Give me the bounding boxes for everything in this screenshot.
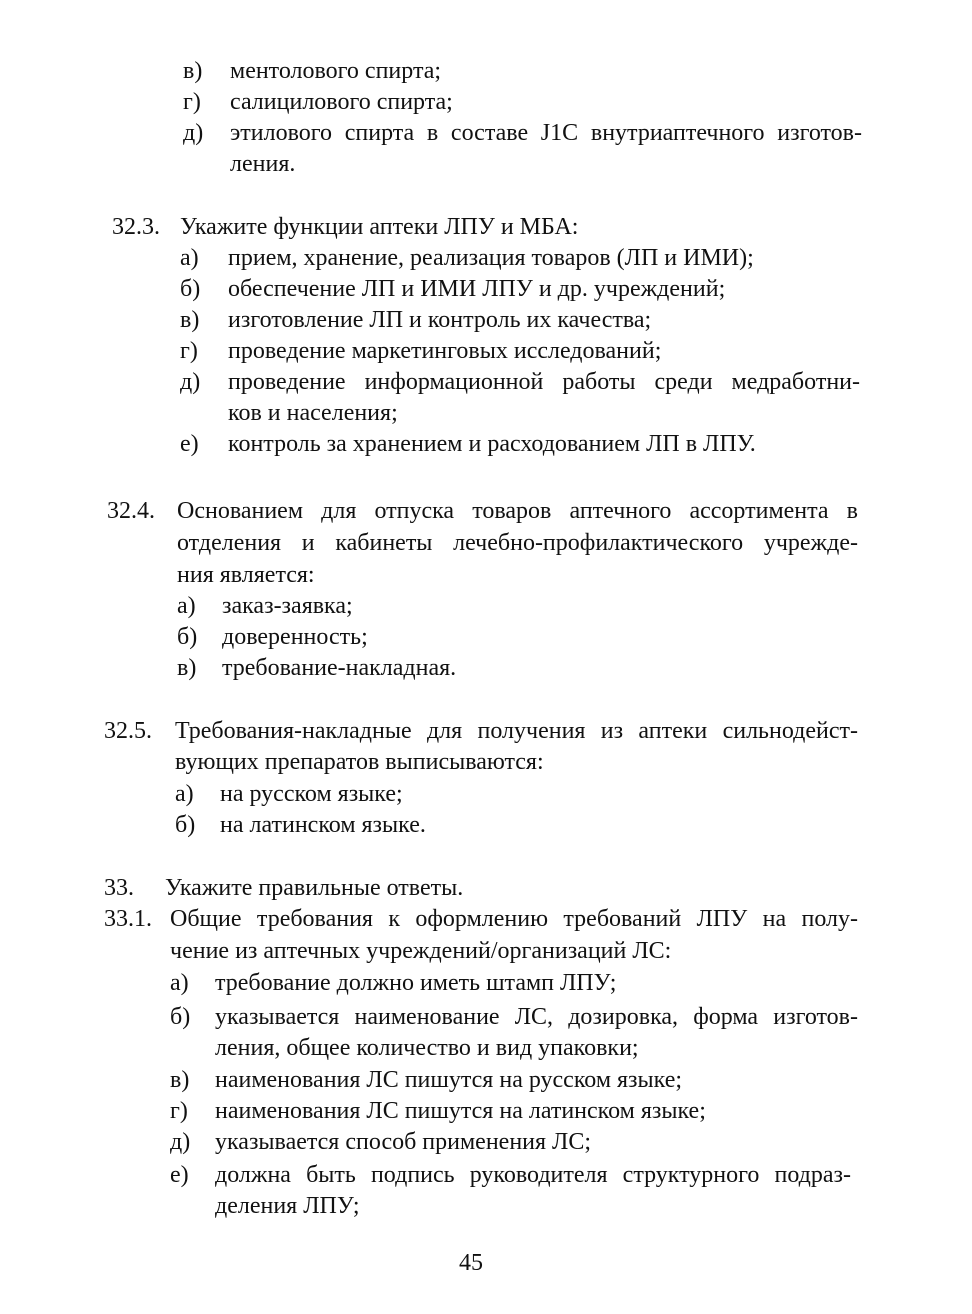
item-text: проведение информационной работы среди медработни- <box>228 369 860 395</box>
question-number: 32.5. <box>104 718 152 744</box>
item-label: а) <box>180 245 199 271</box>
item-label: г) <box>180 338 198 364</box>
question-text-line: Общие требования к оформлению требований ЛПУ на полу- <box>170 906 858 932</box>
item-label: д) <box>170 1129 191 1155</box>
item-text: требование-накладная. <box>222 655 457 681</box>
item-text: наименования ЛС пишутся на латинском языке; <box>215 1098 706 1124</box>
item-text: на русском языке; <box>220 781 403 807</box>
item-label: д) <box>180 369 201 395</box>
item-label: в) <box>183 58 203 84</box>
item-label: в) <box>180 307 200 333</box>
item-label: е) <box>180 431 199 457</box>
question-number: 32.3. <box>112 214 160 240</box>
question-text-line: Основанием для отпуска товаров аптечного ассортимента в <box>177 498 858 524</box>
item-text-continuation: деления ЛПУ; <box>215 1193 360 1219</box>
question-text-line: чение из аптечных учреждений/организаций ЛС: <box>170 938 672 964</box>
item-text: указывается наименование ЛС, дозировка, форма изготов- <box>215 1004 858 1030</box>
item-label: г) <box>170 1098 188 1124</box>
question-text-line: Требования-накладные для получения из аптеки сильнодейст- <box>175 718 858 744</box>
item-text: изготовление ЛП и контроль их качества; <box>228 307 652 333</box>
item-label: в) <box>177 655 197 681</box>
item-text-continuation: ков и населения; <box>228 400 398 426</box>
item-text: этилового спирта в составе J1C внутриаптечного изготов- <box>230 120 862 146</box>
question-text-line: ния является: <box>177 562 315 588</box>
item-label: а) <box>177 593 196 619</box>
item-label: а) <box>170 970 189 996</box>
item-label: в) <box>170 1067 190 1093</box>
item-text: на латинском языке. <box>220 812 426 838</box>
item-text: должна быть подпись руководителя структурного подраз- <box>215 1162 851 1188</box>
question-text-line: вующих препаратов выписываются: <box>175 749 544 775</box>
item-label: б) <box>175 812 196 838</box>
item-text: доверенность; <box>222 624 368 650</box>
item-label: д) <box>183 120 204 146</box>
item-text: ментолового спирта; <box>230 58 442 84</box>
question-text-line: отделения и кабинеты лечебно-профилактического учрежде- <box>177 530 858 556</box>
item-label: е) <box>170 1162 189 1188</box>
item-text: прием, хранение, реализация товаров (ЛП и ИМИ); <box>228 245 754 271</box>
question-title: Укажите функции аптеки ЛПУ и МБА: <box>180 214 579 240</box>
section-number: 33. <box>104 875 134 901</box>
item-text: контроль за хранением и расходованием ЛП в ЛПУ. <box>228 431 756 457</box>
item-text: заказ-заявка; <box>222 593 353 619</box>
item-label: а) <box>175 781 194 807</box>
item-text: требование должно иметь штамп ЛПУ; <box>215 970 617 996</box>
item-label: б) <box>170 1004 191 1030</box>
item-text: указывается способ применения ЛС; <box>215 1129 592 1155</box>
question-number: 32.4. <box>107 498 155 524</box>
item-text-continuation: ления. <box>230 151 296 177</box>
item-label: б) <box>177 624 198 650</box>
item-text: обеспечение ЛП и ИМИ ЛПУ и др. учреждений; <box>228 276 726 302</box>
item-label: б) <box>180 276 201 302</box>
question-number: 33.1. <box>104 906 152 932</box>
page-number: 45 <box>459 1250 483 1276</box>
item-label: г) <box>183 89 201 115</box>
item-text-continuation: ления, общее количество и вид упаковки; <box>215 1035 639 1061</box>
item-text: проведение маркетинговых исследований; <box>228 338 662 364</box>
item-text: наименования ЛС пишутся на русском языке; <box>215 1067 683 1093</box>
section-title: Укажите правильные ответы. <box>165 875 464 901</box>
item-text: салицилового спирта; <box>230 89 453 115</box>
